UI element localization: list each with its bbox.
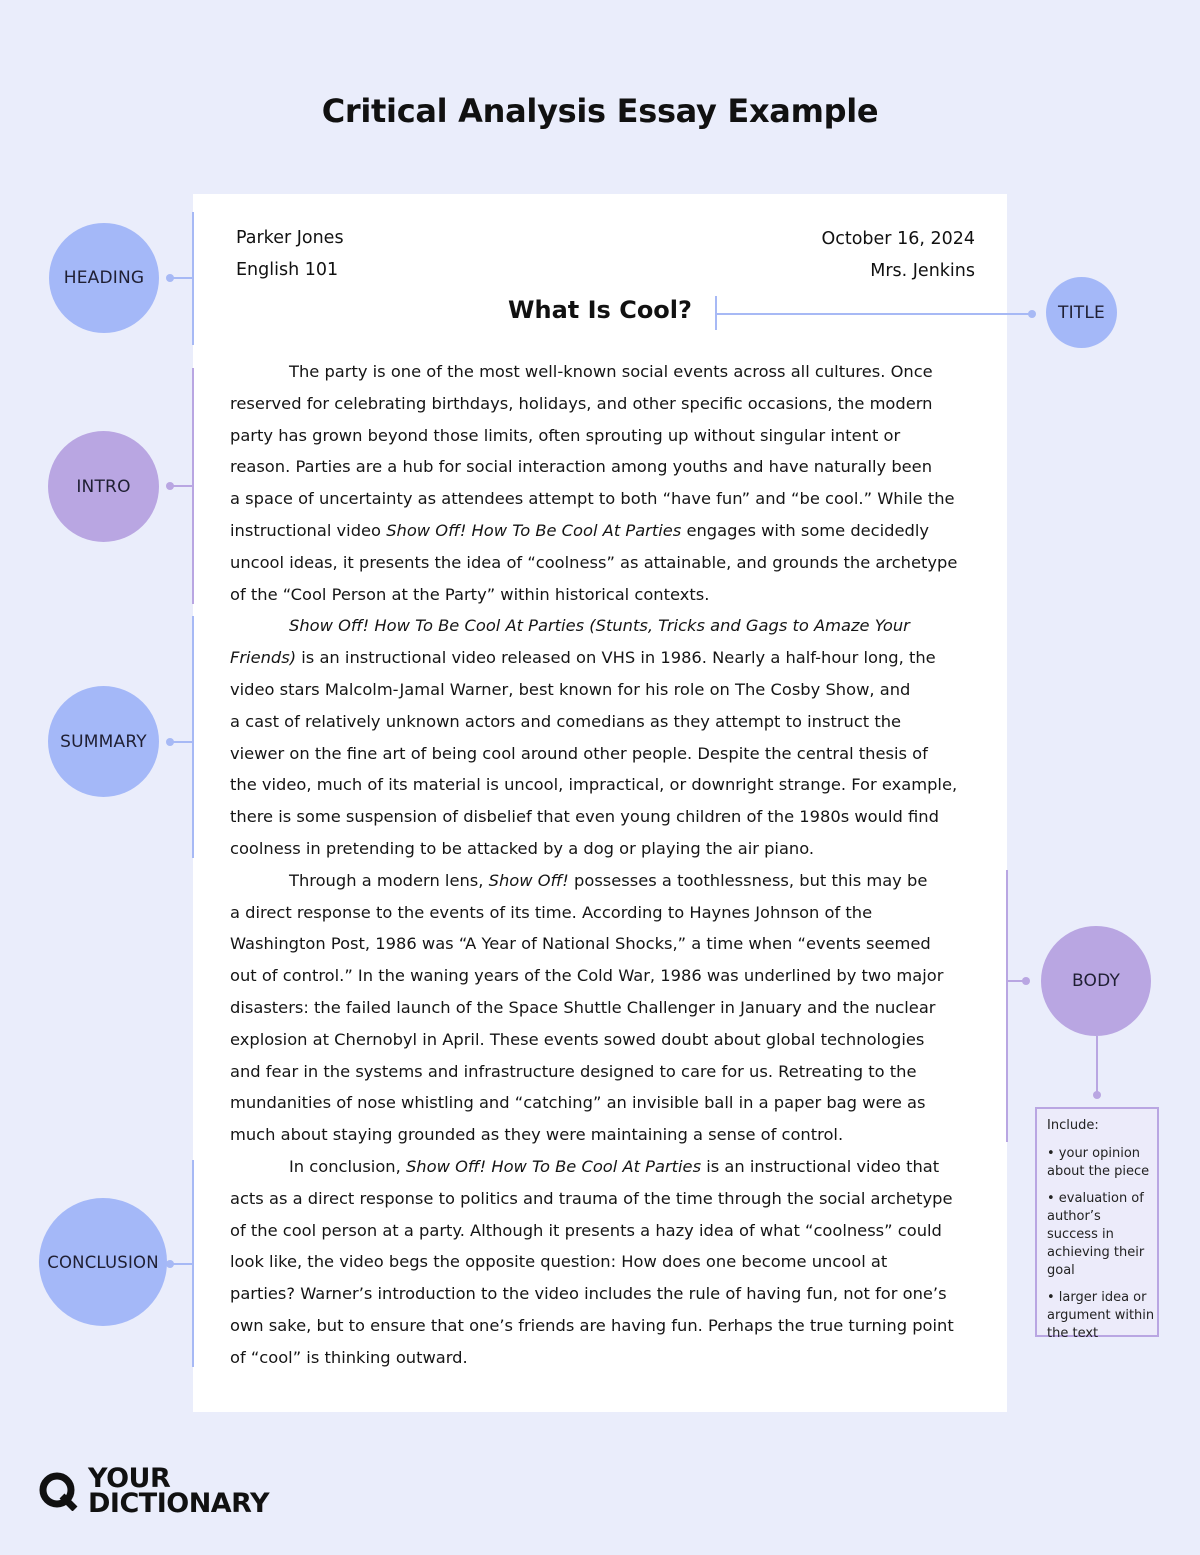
course-name: English 101	[236, 260, 339, 280]
summary-connector	[172, 741, 193, 743]
paragraph-intro	[230, 356, 975, 610]
include-note-item: • larger idea or argument within the text	[1047, 1290, 1155, 1341]
logo-wordmark	[88, 1463, 270, 1519]
body-connector-dot	[1022, 977, 1030, 985]
essay-line: acts as a direct response to politics and trauma of the time through the social archetype	[230, 1188, 953, 1208]
essay-body	[230, 356, 975, 1374]
essay-line: reason. Parties are a hub for social interaction among youths and have naturally been	[230, 457, 933, 477]
essay-line: video stars Malcolm-Jamal Warner, best known for his role on The Cosby Show, and	[230, 679, 911, 699]
logo-line-2: DICTIONARY	[88, 1488, 270, 1519]
body-include-note	[1035, 1107, 1159, 1341]
intro-connector	[172, 485, 193, 487]
conclusion-label: CONCLUSION	[39, 1198, 167, 1326]
logo-line-1: YOUR	[88, 1463, 171, 1494]
conclusion-connector	[172, 1263, 193, 1265]
essay-date: October 16, 2024	[821, 229, 975, 249]
heading-label: HEADING	[49, 223, 159, 333]
essay-line: and fear in the systems and infrastructure designed to care for us. Retreating to the	[230, 1061, 917, 1081]
summary-connector-dot	[166, 738, 174, 746]
essay-line: own sake, but to ensure that one’s friends are having fun. Perhaps the true turning point	[230, 1315, 954, 1335]
essay-line: In conclusion, Show Off! How To Be Cool At Parties is an instructional video that	[289, 1156, 940, 1176]
essay-line: party has grown beyond those limits, often sprouting up without singular intent or	[230, 425, 901, 445]
work-title: Show Off!	[488, 870, 569, 890]
include-note-item: • your opinion about the piece	[1047, 1146, 1150, 1179]
body-note-connector	[1096, 1036, 1098, 1094]
logo-q-icon	[38, 1471, 78, 1511]
essay-line: reserved for celebrating birthdays, holidays, and other specific occasions, the modern	[230, 393, 933, 413]
body-bracket	[1006, 870, 1008, 1142]
paragraph-summary	[230, 610, 975, 864]
essay-line: Washington Post, 1986 was “A Year of National Shocks,” a time when “events seemed	[230, 934, 931, 954]
essay-line: of the “Cool Person at the Party” within historical contexts.	[230, 584, 710, 604]
essay-heading-left	[236, 222, 344, 286]
essay-line: there is some suspension of disbelief that even young children of the 1980s would find	[230, 807, 939, 827]
essay-line: instructional video Show Off! How To Be Cool At Parties engages with some decidedly	[230, 520, 929, 540]
intro-connector-dot	[166, 482, 174, 490]
body-label: BODY	[1041, 926, 1151, 1036]
include-note-heading: Include:	[1047, 1118, 1099, 1133]
yourdictionary-logo	[38, 1463, 270, 1519]
title-connector-dot	[1028, 310, 1036, 318]
essay-line: a direct response to the events of its time. According to Haynes Johnson of the	[230, 902, 873, 922]
essay-line: look like, the video begs the opposite question: How does one become uncool at	[230, 1252, 888, 1272]
author-name: Parker Jones	[236, 228, 344, 248]
title-label: TITLE	[1046, 277, 1117, 348]
paragraph-body	[230, 865, 975, 1151]
body-note-connector-dot	[1093, 1091, 1101, 1099]
essay-heading-right	[821, 223, 975, 287]
essay-line	[230, 610, 975, 642]
essay-line: out of control.” In the waning years of the Cold War, 1986 was underlined by two major	[230, 966, 944, 986]
title-connector	[716, 313, 1032, 315]
work-title: Show Off! How To Be Cool At Parties	[386, 520, 682, 540]
essay-line: disasters: the failed launch of the Space Shuttle Challenger in January and the nuclear	[230, 997, 936, 1017]
include-note-item: • evaluation of author’s success in achieving their goal	[1047, 1191, 1145, 1278]
work-title: Show Off! How To Be Cool At Parties (Stunts, Tricks and Gags to Amaze Your	[289, 616, 910, 636]
essay-line: mundanities of nose whistling and “catching” an invisible ball in a paper bag were as	[230, 1093, 926, 1113]
conclusion-connector-dot	[166, 1260, 174, 1268]
essay-line: Through a modern lens, Show Off! possesses a toothlessness, but this may be	[289, 870, 928, 890]
paragraph-conclusion	[230, 1151, 975, 1374]
teacher-name: Mrs. Jenkins	[870, 261, 975, 281]
work-title: Show Off! How To Be Cool At Parties	[405, 1156, 702, 1176]
essay-line: of the cool person at a party. Although it presents a hazy idea of what “coolness” could	[230, 1220, 942, 1240]
heading-connector	[172, 277, 193, 279]
infographic-title: Critical Analysis Essay Example	[321, 92, 879, 130]
essay-line: a space of uncertainty as attendees attempt to both “have fun” and “be cool.” While the	[230, 489, 955, 509]
work-title: Friends)	[230, 648, 297, 668]
intro-label: INTRO	[48, 431, 159, 542]
essay-line: the video, much of its material is uncool, impractical, or downright strange. For example,	[230, 775, 958, 795]
essay-title: What Is Cool?	[508, 296, 692, 324]
essay-line: of “cool” is thinking outward.	[230, 1347, 468, 1367]
essay-line: Friends) is an instructional video released on VHS in 1986. Nearly a half-hour long, the	[230, 648, 936, 668]
essay-line: The party is one of the most well-known social events across all cultures. Once	[289, 362, 933, 381]
essay-line: viewer on the fine art of being cool around other people. Despite the central thesis of	[230, 743, 928, 763]
summary-label: SUMMARY	[48, 686, 159, 797]
essay-line: parties? Warner’s introduction to the video includes the rule of having fun, not for one’s	[230, 1284, 947, 1304]
summary-bracket	[192, 616, 194, 858]
essay-line: a cast of relatively unknown actors and comedians as they attempt to instruct the	[230, 711, 902, 731]
heading-connector-dot	[166, 274, 174, 282]
essay-line: uncool ideas, it presents the idea of “coolness” as attainable, and grounds the archetype	[230, 552, 958, 572]
essay-line: explosion at Chernobyl in April. These events sowed doubt about global technologies	[230, 1029, 925, 1049]
include-note-list	[1047, 1145, 1155, 1352]
essay-line: coolness in pretending to be attacked by a dog or playing the air piano.	[230, 838, 815, 858]
essay-line: much about staying grounded as they were maintaining a sense of control.	[230, 1125, 844, 1145]
